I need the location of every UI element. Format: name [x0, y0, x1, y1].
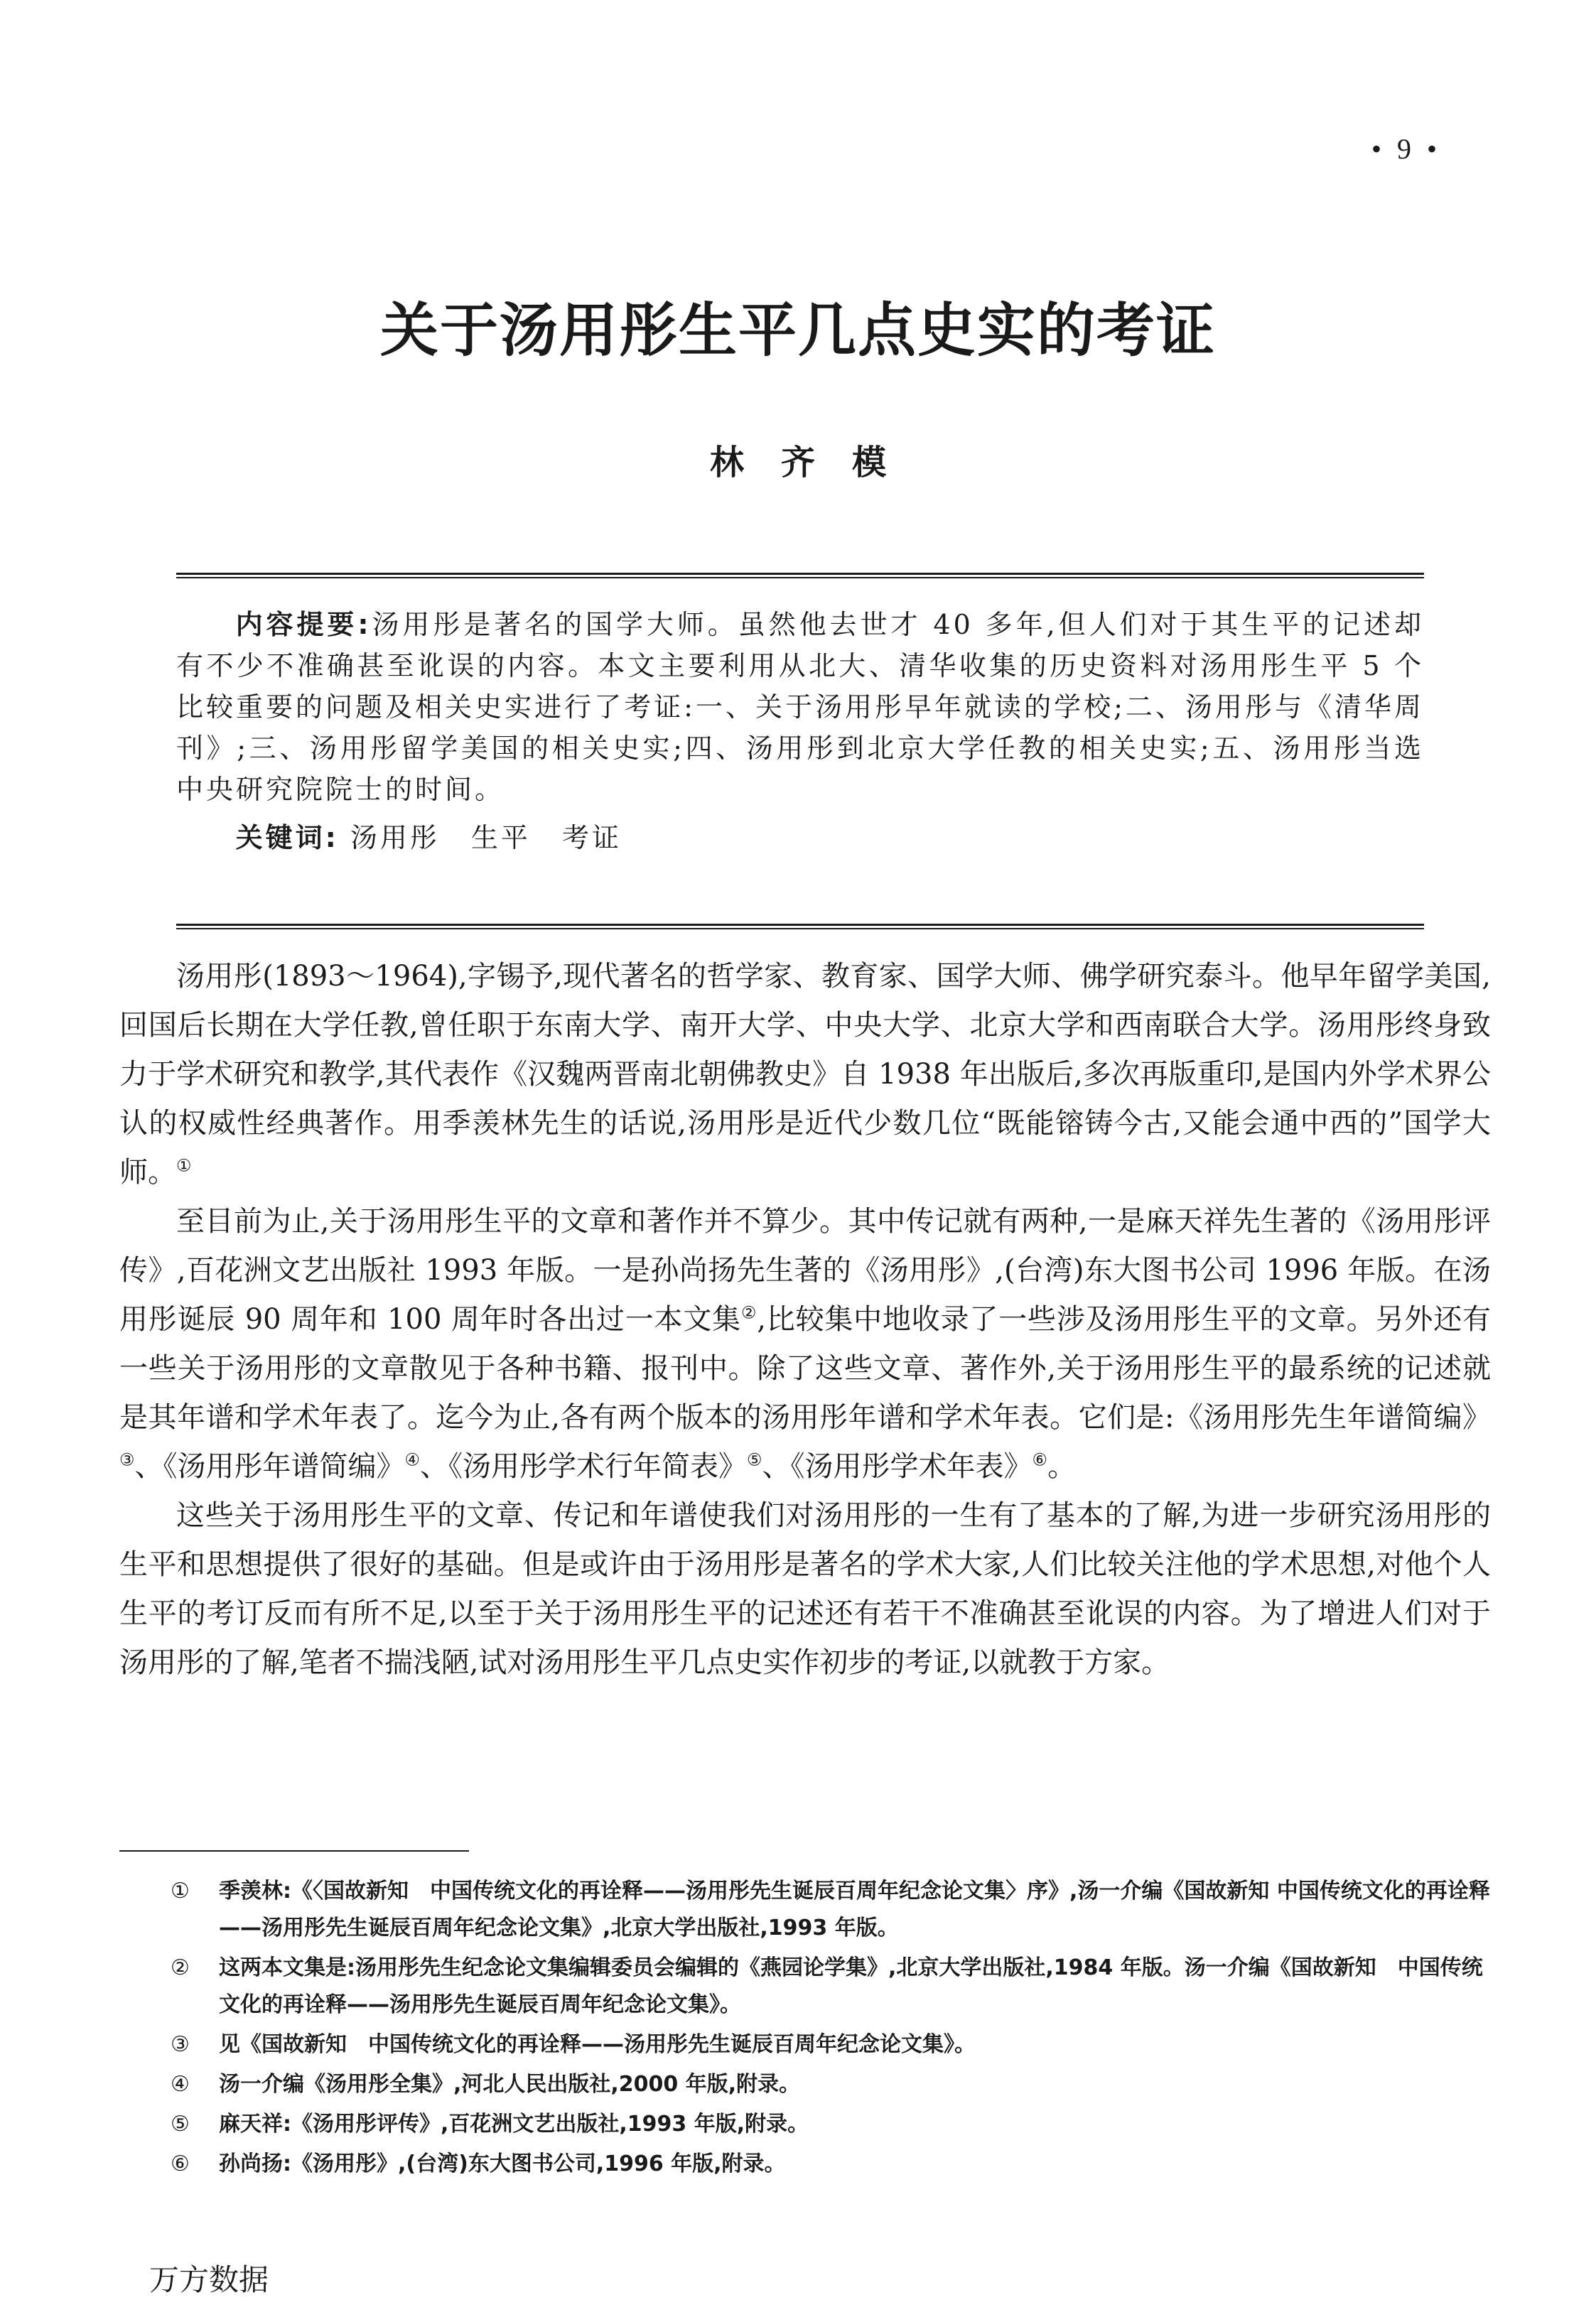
body-paragraph-3: 这些关于汤用彤生平的文章、传记和年谱使我们对汤用彤的一生有了基本的了解,为进一步研究汤用彤的生平和思想提供了很好的基础。但是或许由于汤用彤是著名的学术大家,人们比较关注他的学术思想,对他个人生平的考订反而有所不足,以至于关于汤用彤生平的记述还有若干不准确甚至讹误的内容。为了增进人们对于汤用彤的了解,笔者不揣浅陋,试对汤用彤生平几点史实作初步的考证,以就教于方家。	[119, 1499, 1491, 1679]
footnote-mark: ②	[171, 1955, 190, 1980]
body-text-span: 汤用彤(1893～1964),字锡予,现代著名的哲学家、教育家、国学大师、佛学研究泰斗。他早年留学美国,回国后长期在大学任教,曾任职于东南大学、南开大学、中央大学、北京大学和西南联合大学。汤用彤终身致力于学术研究和教学,其代表作《汉魏两晋南北朝佛教史》自 1938 年出版后,多次再版重印,是国内外学术界公认的权威性经典著作。用季羡林先生的话说,汤用彤是近代少数几位“既能镕铸今古,又能会通中西的”国学大师。	[119, 960, 1491, 1189]
footnote-mark: ⑤	[171, 2112, 190, 2137]
body-text	[119, 952, 1491, 1688]
footnote-mark: ⑥	[171, 2151, 190, 2176]
body-text-span: 、《汤用彤年谱简编》	[134, 1450, 405, 1483]
keyword: 汤用彤	[350, 822, 440, 853]
footnote-mark: ①	[171, 1879, 190, 1904]
body-text-span: 、《汤用彤学术行年简表》	[420, 1450, 748, 1483]
footnote-ref: ⑤	[747, 1449, 762, 1470]
keywords-label: 关键词:	[235, 822, 339, 853]
footnote-item	[171, 2146, 1491, 2183]
body-text-span: 至目前为止,关于汤用彤生平的文章和著作并不算少。其中传记就有两种,一是麻天祥先生著的《汤用彤评传》,百花洲文艺出版社 1993 年版。一是孙尚扬先生著的《汤用彤》,(台湾)东大图书公司 1996 年版。在汤用彤诞辰 90 周年和 100 周年时各出过一本文集	[119, 1205, 1491, 1336]
keyword: 考证	[561, 822, 622, 853]
article-author: 林齐模	[709, 443, 923, 482]
footnote-text: 这两本文集是:汤用彤先生纪念论文集编辑委员会编辑的《燕园论学集》,北京大学出版社,1984 年版。汤一介编《国故新知 中国传统文化的再诠释——汤用彤先生诞辰百周年纪念论文集》。	[219, 1955, 1483, 2017]
publisher-watermark: 万方数据	[149, 2262, 269, 2297]
body-text-span: 、《汤用彤学术年表》	[762, 1450, 1032, 1483]
footnote-item	[171, 1950, 1491, 2024]
abstract-label: 内容提要:	[235, 609, 372, 640]
footnote-divider	[119, 1850, 469, 1852]
footnote-text: 麻天祥:《汤用彤评传》,百花洲文艺出版社,1993 年版,附录。	[219, 2112, 809, 2137]
footnote-item	[171, 2026, 1491, 2063]
article-title: 关于汤用彤生平几点史实的考证	[379, 297, 1216, 364]
body-text-span: 。	[1047, 1450, 1077, 1483]
keywords-line	[176, 817, 1424, 858]
footnotes	[171, 1873, 1491, 2186]
body-text-span: ,比较集中地收录了一些涉及汤用彤生平的文章。另外还有一些关于汤用彤的文章散见于各种书籍、报刊中。除了这些文章、著作外,关于汤用彤生平的最系统的记述就是其年谱和学术年表了。迄今为止,各有两个版本的汤用彤年谱和学术年表。它们是:《汤用彤先生年谱简编》	[119, 1303, 1492, 1434]
footnote-ref: ②	[740, 1302, 757, 1323]
footnote-text: 汤一介编《汤用彤全集》,河北人民出版社,2000 年版,附录。	[219, 2072, 801, 2097]
footnote-ref: ④	[404, 1449, 421, 1470]
footnote-text: 孙尚扬:《汤用彤》,(台湾)东大图书公司,1996 年版,附录。	[219, 2151, 786, 2176]
page-number: • 9 •	[1371, 133, 1442, 165]
abstract-text: 汤用彤是著名的国学大师。虽然他去世才 40 多年,但人们对于其生平的记述却有不少不准确甚至讹误的内容。本文主要利用从北大、清华收集的历史资料对汤用彤生平 5 个比较重要的问题及相关史实进行了考证:一、关于汤用彤早年就读的学校;二、汤用彤与《清华周刊》;三、汤用彤留学美国的相关史实;四、汤用彤到北京大学任教的相关史实;五、汤用彤当选中央研究院院士的时间。	[176, 609, 1424, 805]
body-paragraph-2	[119, 1197, 1491, 1491]
abstract-paragraph	[176, 604, 1424, 810]
footnote-text: 季羡林:《〈国故新知 中国传统文化的再诠释——汤用彤先生诞辰百周年纪念论文集〉序》,汤一介编《国故新知 中国传统文化的再诠释——汤用彤先生诞辰百周年纪念论文集》,北京大学出版社,1993 年版。	[219, 1879, 1490, 1940]
footnote-item	[171, 2066, 1491, 2103]
footnote-mark: ③	[171, 2032, 190, 2057]
abstract-top-rule	[176, 573, 1424, 578]
footnote-item	[171, 1873, 1491, 1947]
footnote-mark: ④	[171, 2072, 190, 2097]
footnote-ref: ③	[119, 1449, 135, 1470]
footnote-ref: ①	[176, 1155, 192, 1176]
footnote-item	[171, 2106, 1491, 2143]
abstract-bottom-rule	[176, 924, 1424, 929]
footnote-text: 见《国故新知 中国传统文化的再诠释——汤用彤先生诞辰百周年纪念论文集》。	[219, 2032, 976, 2057]
footnote-ref: ⑥	[1032, 1449, 1048, 1470]
body-paragraph-1	[119, 952, 1491, 1197]
keyword: 生平	[470, 822, 531, 853]
abstract-block	[176, 604, 1424, 858]
